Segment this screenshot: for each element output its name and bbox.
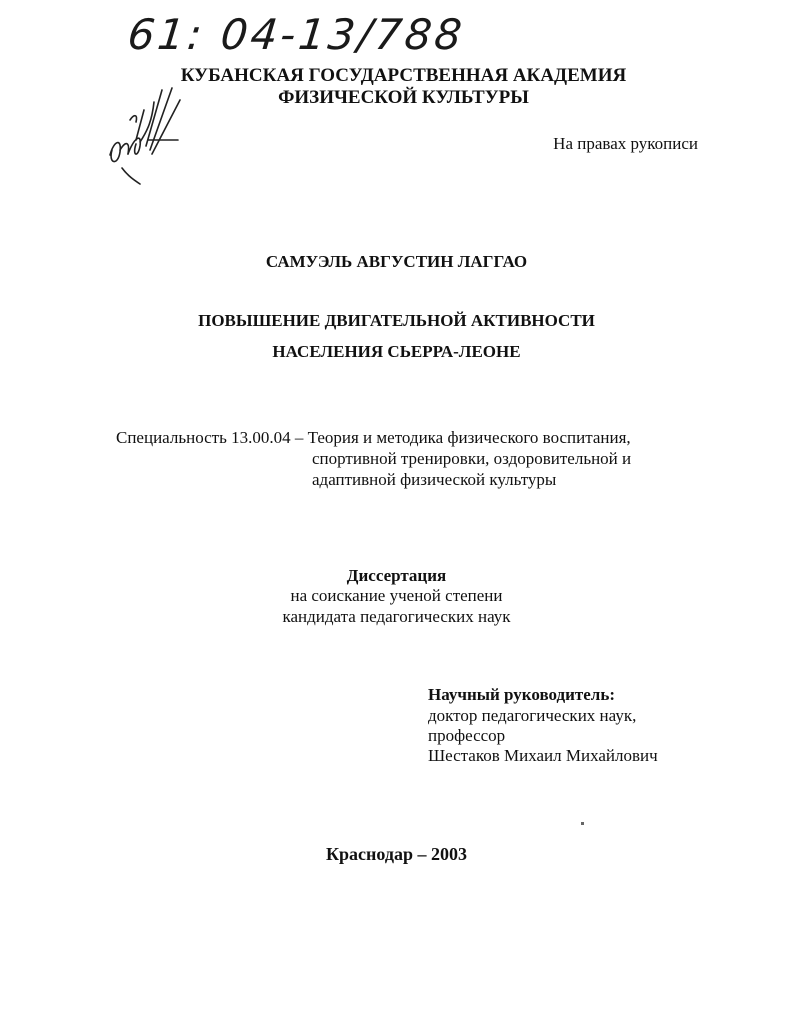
dissertation-label: Диссертация [346, 566, 447, 585]
institution-name-line1: КУБАНСКАЯ ГОСУДАРСТВЕННАЯ АКАДЕМИЯ [180, 65, 627, 86]
specialty-line3: адаптивной физической культуры [312, 470, 557, 489]
supervisor-degree: доктор педагогических наук, [428, 706, 637, 725]
rights-note: На правах рукописи [553, 134, 698, 153]
specialty-line2: спортивной тренировки, оздоровительной и [312, 449, 632, 468]
dissertation-title-line2: НАСЕЛЕНИЯ СЬЕРРА-ЛЕОНЕ [272, 342, 521, 361]
author-name: САМУЭЛЬ АВГУСТИН ЛАГГАО [265, 252, 528, 271]
degree-line2: кандидата педагогических наук [282, 607, 511, 626]
institution-name-line2: ФИЗИЧЕСКОЙ КУЛЬТУРЫ [278, 87, 529, 108]
dissertation-title-line1: ПОВЫШЕНИЕ ДВИГАТЕЛЬНОЙ АКТИВНОСТИ [198, 311, 595, 330]
city-and-year: Краснодар – 2003 [325, 844, 468, 864]
specialty-line1: Специальность 13.00.04 – Теория и методика физического воспитания, [116, 428, 631, 447]
degree-line1: на соискание ученой степени [290, 586, 503, 605]
supervisor-rank: профессор [428, 726, 506, 745]
handwritten-catalog-number: 61: 04-13/788 [125, 10, 467, 59]
supervisor-heading: Научный руководитель: [428, 685, 615, 704]
supervisor-name: Шестаков Михаил Михайлович [428, 746, 658, 765]
scan-speck [581, 822, 584, 825]
